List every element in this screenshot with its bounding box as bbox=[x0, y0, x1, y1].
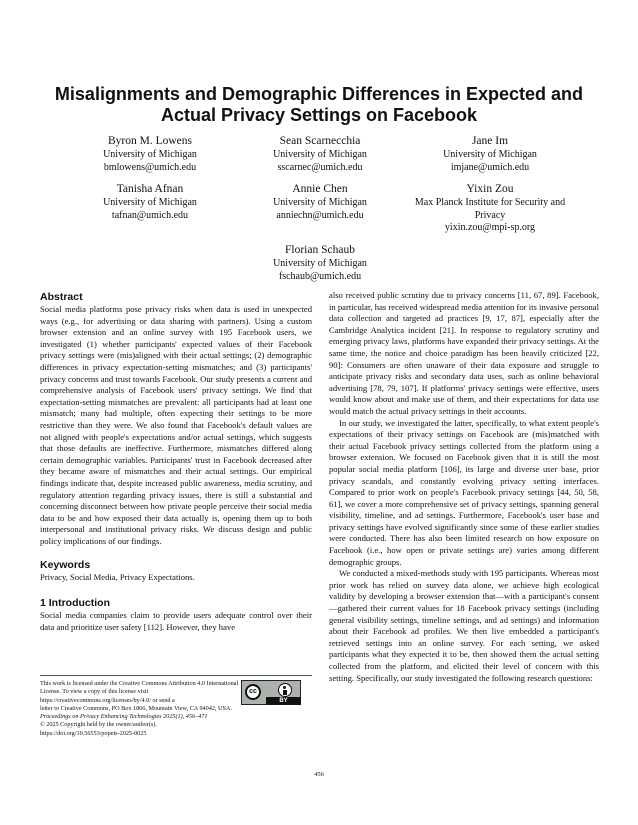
author-email: bmlowens@umich.edu bbox=[103, 161, 197, 173]
doi-link[interactable]: https://doi.org/10.56553/popets-2025-0025 bbox=[40, 729, 147, 737]
abstract-text: Social media platforms pose privacy risks when data is used in unexpected ways (e.g., for advertising or data sharing with partners). Using a custom browser extension and an online survey with 195 Facebook users, we investigated (1) whether participants' expected values of their Facebook privacy settings were (mis)aligned with their actual settings; (2) demographic differences in privacy expectation-setting mismatches; and (3) participants' privacy concerns and trust towards Facebook. Our study presents a current and comprehensive analysis of Facebook users' privacy settings. We find that expectation-setting mismatches are prevalent: all participants had at least one mismatch; many had multiple, often expecting their settings to be more restrictive than they were. We also found that Facebook's default values are not aligned with people's expectations and/or actual settings, which suggests that those defaults are ineffective. Furthermore, mismatches differed along certain demographic variables. Participants' trust in Facebook decreased after they became aware of mismatches and their actual settings. Our empirical findings indicate that, despite increased public awareness, media scrutiny, and regulatory attention regarding privacy issues, there is still a substantial and concerning disconnect between how private people perceive their social media data to be and how exposed their data actually is, opening them up to both interpersonal and institutional privacy risks. We discuss design and public policy implications of our findings. bbox=[40, 304, 312, 546]
author-name: Sean Scarnecchia bbox=[279, 135, 361, 147]
author-affiliation: Max Planck Institute for Security and bbox=[414, 197, 566, 208]
body-paragraph: In our study, we investigated the latter, specifically, to what extent people's expectations of their privacy settings on Facebook are (mis)matched with their actual Facebook privacy settings collected from the platform using a browser extension. We focused on Facebook given that it is still the most popular social media platform [106], its large and diverse user base, prior privacy scandals, and constantly evolving privacy setting interfaces. Compared to prior work on people's Facebook privacy settings [44, 50, 58, 61], we cover a more comprehensive set of privacy settings, spanning general visibility, timeline, and ad settings. Furthermore, Facebook's user base and privacy settings have evolved significantly since some of these earlier studies were conducted. There has also been limited research on how exposure on Facebook (i.e., how open or private settings are) varies among different demographic groups. bbox=[329, 417, 599, 567]
author-block bbox=[75, 134, 225, 174]
author-email: yixin.zou@mpi-sp.org bbox=[444, 222, 536, 233]
author-block bbox=[245, 182, 395, 222]
venue-line: Proceedings on Privacy Enhancing Technologies 2025(1), 456–471 bbox=[40, 713, 208, 721]
license-text: This work is licensed under the Creative Commons Attribution 4.0 International License. To view a copy of this license visit https://creativecommons.org/licenses/by/4.0/ or send a bbox=[40, 680, 239, 704]
author-affiliation: University of Michigan bbox=[443, 149, 537, 160]
introduction-heading: 1 Introduction bbox=[40, 597, 110, 610]
author-block bbox=[245, 134, 395, 174]
author-name: Florian Schaub bbox=[285, 244, 355, 256]
author-name: Yixin Zou bbox=[466, 183, 514, 195]
body-paragraph: also received public scrutiny due to privacy concerns [11, 67, 89]. Facebook, in particular, has received widespread media attention for its invasive personal data collection and targeted ad practices [9, 17, 87], especially after the Cambridge Analytica incident [21]. In response to regulatory scrutiny and emerging privacy laws, platforms have expanded their privacy settings. At the same time, the notice and choice paradigm has been heavily criticized [22, 90]: Consumers are often unaware of their data exposure and struggle to anticipate privacy risks and secondary data uses, such as online behavioral advertising [78, 79, 107]. If platforms' privacy settings were effective, users would know about and make use of them, and their expectations for data use would match the actual privacy settings in their accounts. bbox=[329, 290, 599, 416]
right-column bbox=[329, 290, 599, 684]
author-name: Jane Im bbox=[471, 135, 509, 147]
author-name: Annie Chen bbox=[292, 183, 348, 195]
paper-title: Misalignments and Demographic Differences in Expected and Actual Privacy Settings on Facebook bbox=[54, 84, 584, 125]
left-column bbox=[40, 290, 312, 633]
by-label: BY bbox=[266, 697, 301, 705]
page-number: 456 bbox=[314, 771, 324, 778]
author-block bbox=[245, 243, 395, 283]
cc-by-license-badge[interactable] bbox=[241, 680, 301, 705]
author-affiliation: University of Michigan bbox=[273, 258, 367, 269]
license-address: letter to Creative Commons, PO Box 1866, Mountain View, CA 94042, USA. bbox=[40, 704, 232, 712]
author-email: fschaub@umich.edu bbox=[278, 270, 362, 282]
author-name: Byron M. Lowens bbox=[107, 135, 192, 147]
author-affiliation: University of Michigan bbox=[103, 149, 197, 160]
attribution-person-icon bbox=[278, 683, 292, 697]
author-email: tafnan@umich.edu bbox=[111, 209, 189, 221]
creative-commons-icon: cc bbox=[245, 684, 261, 700]
author-affiliation-continued: Privacy bbox=[474, 209, 506, 221]
keywords-text: Privacy, Social Media, Privacy Expectations. bbox=[40, 572, 195, 583]
author-block bbox=[415, 134, 565, 174]
author-email: imjane@umich.edu bbox=[450, 161, 530, 173]
author-affiliation: University of Michigan bbox=[273, 197, 367, 208]
author-block bbox=[75, 182, 225, 222]
author-affiliation: University of Michigan bbox=[103, 197, 197, 208]
footnote-rule bbox=[40, 675, 312, 676]
abstract-heading: Abstract bbox=[40, 291, 83, 303]
author-email: anniechn@umich.edu bbox=[276, 209, 364, 221]
author-email: sscarnec@umich.edu bbox=[277, 161, 363, 173]
copyright-line: © 2025 Copyright held by the owner/author(s). bbox=[40, 721, 157, 729]
keywords-heading: Keywords bbox=[40, 559, 91, 572]
author-affiliation: University of Michigan bbox=[273, 149, 367, 160]
author-name: Tanisha Afnan bbox=[116, 183, 184, 195]
body-paragraph: We conducted a mixed-methods study with 195 participants. Whereas most prior work has relied on survey data alone, we achieve high ecological validity by developing a browser extension that—with a participant's consent—gathered their current values for 18 Facebook privacy settings (including general visibility settings, timeline settings, and ad settings) and information about their Facebook ad profiles. We then live embedded a participant's retrieved settings into an online survey. For each setting, we asked participants what they expected it to be, then showed them the actual setting collected from the platform, and elicited their level of concern with this setting. Specifically, our study investigated the following research questions: bbox=[329, 568, 599, 683]
introduction-text: Social media companies claim to provide users adequate control over their data and prioritize user safety [112]. However, they have bbox=[40, 610, 312, 632]
author-block bbox=[405, 182, 575, 235]
